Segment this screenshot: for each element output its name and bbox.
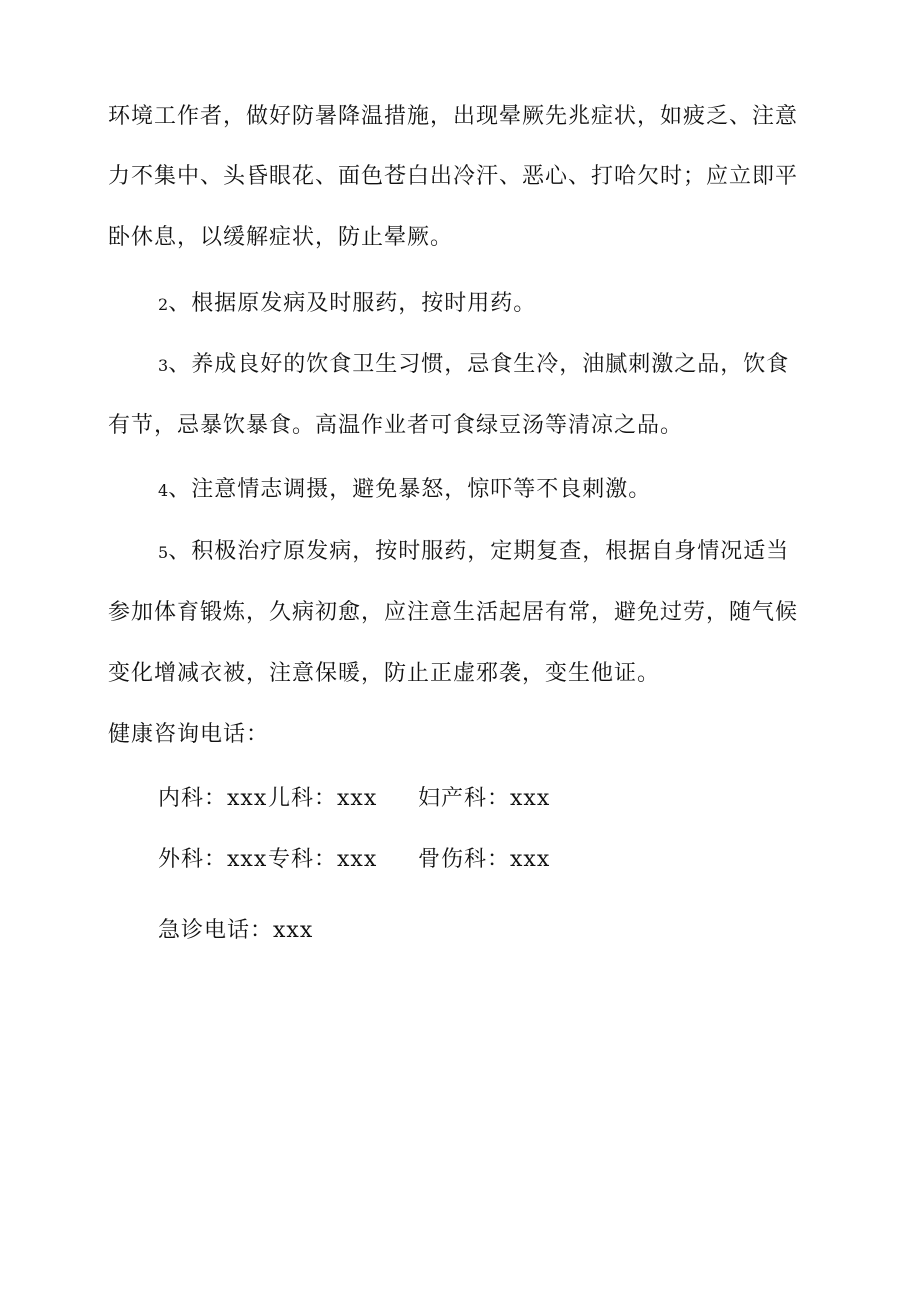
list-item-text: 、积极治疗原发病，按时服药，定期复查，根据自身情况适当 <box>168 539 790 564</box>
list-item-5-line-2: 参加体育锻炼，久病初愈，应注意生活起居有常，避免过劳，随气候 <box>108 600 799 625</box>
list-item-number: 3 <box>158 356 169 375</box>
list-item-5 <box>158 537 789 568</box>
contact-internal-medicine: 内科：xxx <box>158 786 268 811</box>
list-item-number: 4 <box>158 481 169 500</box>
list-item-3-line-2: 有节，忌暴饮暴食。高温作业者可食绿豆汤等清凉之品。 <box>108 413 684 438</box>
list-item-number: 2 <box>158 295 169 314</box>
list-item-2 <box>158 289 536 320</box>
emergency-phone: 急诊电话：xxx <box>158 918 314 943</box>
list-item-4 <box>158 475 651 506</box>
paragraph-1-line-1: 环境工作者，做好防暑降温措施，出现晕厥先兆症状，如疲乏、注意 <box>108 104 799 129</box>
list-item-text: 、根据原发病及时服药，按时用药。 <box>168 291 537 316</box>
contact-surgery: 外科：xxx <box>158 847 268 872</box>
paragraph-1-line-3: 卧休息，以缓解症状，防止晕厥。 <box>108 225 454 250</box>
hotline-heading: 健康咨询电话： <box>108 722 270 747</box>
contact-specialty: 专科：xxx <box>268 847 378 872</box>
list-item-text: 、养成良好的饮食卫生习惯，忌食生冷，油腻刺激之品，饮食 <box>168 352 790 377</box>
paragraph-1-line-2: 力不集中、头昏眼花、面色苍白出冷汗、恶心、打哈欠时；应立即平 <box>108 164 799 189</box>
contact-pediatrics: 儿科：xxx <box>268 786 378 811</box>
list-item-text: 、注意情志调摄，避免暴怒，惊吓等不良刺激。 <box>168 477 652 502</box>
list-item-5-line-3: 变化增减衣被，注意保暖，防止正虚邪袭，变生他证。 <box>108 661 661 686</box>
contact-orthopedics: 骨伤科：xxx <box>418 847 551 872</box>
contact-obstetrics-gynecology: 妇产科：xxx <box>418 786 551 811</box>
list-item-number: 5 <box>158 543 169 562</box>
list-item-3 <box>158 350 789 381</box>
